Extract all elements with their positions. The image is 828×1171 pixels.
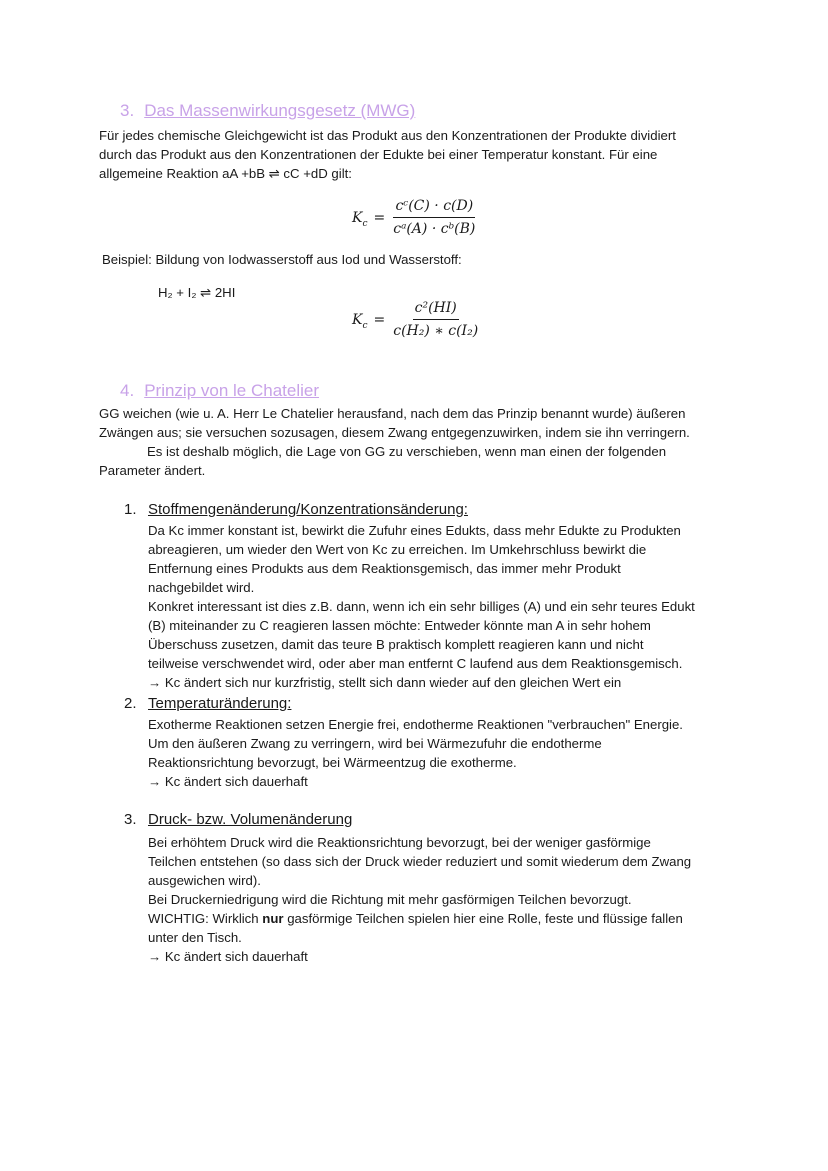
mwg-formula [352, 197, 477, 239]
text-line: ausgewichen wird). [148, 873, 261, 888]
text-line: durch das Produkt aus den Konzentrationen der Edukte bei einer Temperatur konstant. Für eine [99, 147, 658, 162]
important-line: WICHTIG: Wirklich nur gasförmige Teilchen spielen hier eine Rolle, feste und flüssige fallen [148, 911, 683, 926]
text-line: Exotherme Reaktionen setzen Energie frei, endotherme Reaktionen "verbrauchen" Energie. [148, 717, 683, 732]
text-line: GG weichen (wie u. A. Herr Le Chatelier herausfand, nach dem das Prinzip benannt wurde) äußeren [99, 406, 686, 421]
section-3-title: Das Massenwirkungsgesetz (MWG) [144, 101, 416, 120]
text-line: Um den äußeren Zwang zu verringern, wird bei Wärmezufuhr die endotherme [148, 736, 602, 751]
formula-lhs: $K_c$ [352, 209, 368, 229]
text-line: Überschuss zusetzen, damit das teure B praktisch komplett reagieren kann und nicht [148, 637, 644, 652]
text-line: → Kc ändert sich dauerhaft [148, 774, 308, 789]
list-item-2-title: 2. Temperaturänderung: [124, 695, 292, 712]
text-line: nachgebildet wird. [148, 580, 255, 595]
section-3-intro [99, 126, 739, 183]
text-line: Konkret interessant ist dies z.B. dann, wenn ich ein sehr billiges (A) und ein sehr teures Edukt [148, 599, 695, 614]
formula-numerator: cᶜ(C) · c(D) [393, 197, 475, 218]
text-line: → Kc ändert sich nur kurzfristig, stellt sich dann wieder auf den gleichen Wert ein [148, 675, 622, 690]
text-line: unter den Tisch. [148, 930, 242, 945]
text-line: Teilchen entstehen (so dass sich der Druck wieder reduziert und somit wiederum dem Zwang [148, 854, 692, 869]
list-item-1-body [148, 521, 748, 692]
text-line: → Kc ändert sich dauerhaft [148, 949, 308, 964]
section-4-number: 4. [120, 381, 135, 400]
reaction-equation: H₂ + I₂ ⇌ 2HI [158, 285, 236, 300]
text-line: Parameter ändert. [99, 463, 206, 478]
section-3-heading [120, 100, 415, 122]
text-line: allgemeine Reaktion aA +bB ⇌ cC +dD gilt: [99, 166, 352, 181]
text-line: Reaktionsrichtung bevorzugt, bei Wärmeentzug die exotherme. [148, 755, 517, 770]
formula-fraction [391, 197, 477, 239]
text-line: Bei erhöhtem Druck wird die Reaktionsrichtung bevorzugt, bei der weniger gasförmige [148, 835, 651, 850]
text-line: Zwängen aus; sie versuchen sozusagen, diesem Zwang entgegenzuwirken, indem sie ihn verringern. [99, 425, 690, 440]
example-label: Beispiel: Bildung von Iodwasserstoff aus Iod und Wasserstoff: [102, 252, 462, 267]
hi-formula [352, 299, 480, 341]
section-4-intro [99, 404, 759, 480]
text-line: Für jedes chemische Gleichgewicht ist das Produkt aus den Konzentrationen der Produkte dividiert [99, 128, 676, 143]
section-3-number: 3. [120, 101, 135, 120]
formula-equals: = [373, 209, 386, 226]
list-item-1-title: 1. Stoffmengenänderung/Konzentrationsänderung: [124, 501, 468, 518]
text-line: Da Kc immer konstant ist, bewirkt die Zufuhr eines Edukts, dass mehr Edukte zu Produkten [148, 523, 681, 538]
formula-equals: = [373, 311, 386, 328]
list-item-3-title: 3. Druck- bzw. Volumenänderung [124, 811, 353, 828]
formula-denominator: c(H₂) ∗ c(I₂) [393, 323, 479, 339]
formula-numerator: c²(HI) [413, 299, 459, 320]
section-4-title: Prinzip von le Chatelier [144, 381, 319, 400]
list-item-2-body [148, 715, 748, 791]
section-4-heading [120, 380, 319, 402]
text-line: Es ist deshalb möglich, die Lage von GG zu verschieben, wenn man einen der folgenden [147, 444, 667, 459]
formula-denominator: cᵃ(A) · cᵇ(B) [393, 221, 476, 237]
text-line: Bei Druckerniedrigung wird die Richtung mit mehr gasförmigen Teilchen bevorzugt. [148, 892, 632, 907]
text-line: abreagieren, um wieder den Wert von Kc zu erreichen. Im Umkehrschluss bewirkt die [148, 542, 647, 557]
text-line: (B) miteinander zu C reagieren lassen möchte: Entweder könnte man A in sehr hohem [148, 618, 651, 633]
list-item-3-body [148, 833, 788, 966]
formula-lhs: $K_c$ [352, 311, 368, 331]
formula-fraction [391, 299, 480, 341]
text-line: Entfernung eines Produkts aus dem Reaktionsgemisch, das immer mehr Produkt [148, 561, 621, 576]
text-line: teilweise verschwendet wird, oder aber man entfernt C laufend aus dem Reaktionsgemisch. [148, 656, 683, 671]
